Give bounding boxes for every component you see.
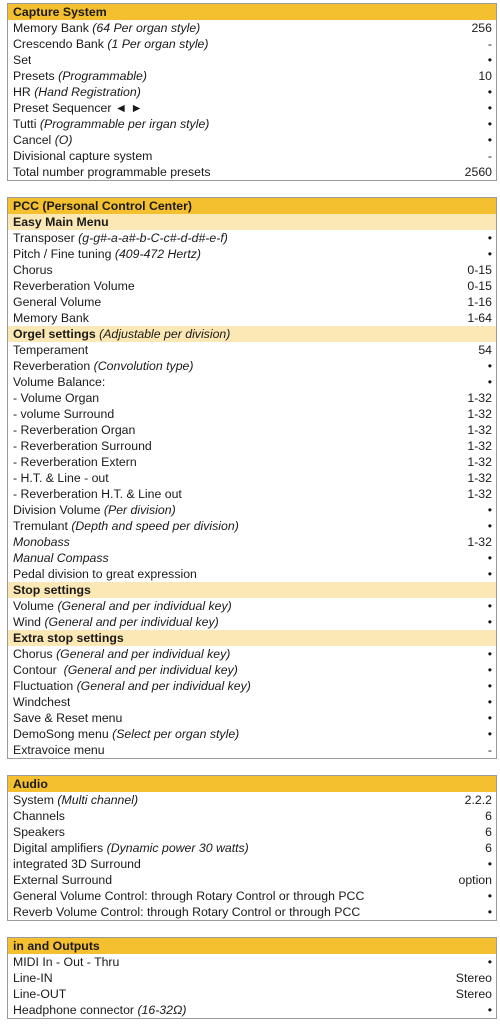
section-header xyxy=(8,938,496,954)
spec-label xyxy=(13,954,119,970)
subsection-title xyxy=(13,214,109,230)
spec-label xyxy=(13,888,364,904)
label-text: Extra stop settings xyxy=(13,631,124,645)
spec-row xyxy=(8,470,496,486)
spec-value: 2.2.2 xyxy=(464,793,492,807)
label-text: - Volume Organ xyxy=(13,391,100,405)
spec-row xyxy=(8,614,496,630)
spec-value: • xyxy=(487,1003,492,1017)
label-note: (Programmable) xyxy=(58,69,147,83)
label-text: Chorus xyxy=(13,647,53,661)
spec-row xyxy=(8,646,496,662)
spec-value: 1-64 xyxy=(467,311,492,325)
spec-label xyxy=(13,792,138,808)
label-note: (1 Per organ style) xyxy=(107,37,209,51)
spec-label xyxy=(13,84,141,100)
spec-label xyxy=(13,230,228,246)
spec-label xyxy=(13,598,232,614)
section-pcc-personal-control-center xyxy=(7,197,497,759)
spec-row xyxy=(8,678,496,694)
section-audio xyxy=(7,775,497,921)
label-text: - Reverberation H.T. & Line out xyxy=(13,487,182,501)
spec-row xyxy=(8,970,496,986)
section-capture-system xyxy=(7,3,497,181)
spec-row xyxy=(8,486,496,502)
label-text: Easy Main Menu xyxy=(13,215,109,229)
spec-label xyxy=(13,856,141,872)
label-note: (64 Per organ style) xyxy=(92,21,201,35)
label-text: - Reverberation Extern xyxy=(13,455,137,469)
spec-value: • xyxy=(487,101,492,115)
spec-value: • xyxy=(487,905,492,919)
spec-value: • xyxy=(487,117,492,131)
section-in-and-outputs xyxy=(7,937,497,1019)
label-text: Line-IN xyxy=(13,971,53,985)
spec-row xyxy=(8,840,496,856)
label-text: integrated 3D Surround xyxy=(13,857,141,871)
spec-label xyxy=(13,726,239,742)
spec-label xyxy=(13,840,249,856)
spec-row xyxy=(8,954,496,970)
spec-value: Stereo xyxy=(455,971,492,985)
spec-value: - xyxy=(487,149,492,163)
label-text: Pitch / Fine tuning xyxy=(13,247,112,261)
section-header xyxy=(8,4,496,20)
label-text: Preset Sequencer ◄ ► xyxy=(13,101,143,115)
spec-label xyxy=(13,1002,186,1018)
label-text: - Reverberation Surround xyxy=(13,439,152,453)
spec-value: 6 xyxy=(485,825,492,839)
spec-label xyxy=(13,614,219,630)
label-text: Reverb Volume Control: through Rotary Control or through PCC xyxy=(13,905,361,919)
spec-value: • xyxy=(487,679,492,693)
label-note: (g-g#-a-a#-b-C-c#-d-d#-e-f) xyxy=(78,231,228,245)
section-title: in and Outputs xyxy=(13,939,100,953)
spec-row xyxy=(8,518,496,534)
spec-label xyxy=(13,550,109,566)
label-text: Pedal division to great expression xyxy=(13,567,197,581)
spec-row xyxy=(8,726,496,742)
spec-row xyxy=(8,438,496,454)
spec-value: 10 xyxy=(478,69,492,83)
spec-row xyxy=(8,310,496,326)
spec-value: • xyxy=(487,711,492,725)
spec-label xyxy=(13,566,197,582)
spec-row xyxy=(8,598,496,614)
spec-value: • xyxy=(487,53,492,67)
label-text: Temperament xyxy=(13,343,89,357)
label-text: Set xyxy=(13,53,32,67)
spec-row xyxy=(8,278,496,294)
spec-row xyxy=(8,342,496,358)
spec-row xyxy=(8,422,496,438)
label-text: General Volume xyxy=(13,295,102,309)
spec-value: • xyxy=(487,889,492,903)
spec-label xyxy=(13,36,209,52)
spec-value: • xyxy=(487,599,492,613)
label-text: HR xyxy=(13,85,31,99)
spec-value: 6 xyxy=(485,809,492,823)
label-text: Presets xyxy=(13,69,55,83)
label-note: (Hand Registration) xyxy=(34,85,141,99)
spec-value: • xyxy=(487,503,492,517)
spec-value: option xyxy=(458,873,492,887)
label-text: General Volume Control: through Rotary Control or through PCC xyxy=(13,889,365,903)
spec-row xyxy=(8,808,496,824)
spec-value: 6 xyxy=(485,841,492,855)
section-header xyxy=(8,776,496,792)
label-text: Volume Balance: xyxy=(13,375,106,389)
spec-label xyxy=(13,390,99,406)
spec-row xyxy=(8,550,496,566)
section-header xyxy=(8,198,496,214)
spec-row xyxy=(8,792,496,808)
spec-label xyxy=(13,824,65,840)
spec-value: • xyxy=(487,519,492,533)
subsection-header xyxy=(8,214,496,230)
spec-label xyxy=(13,278,135,294)
spec-row xyxy=(8,164,496,180)
spec-label xyxy=(13,534,70,550)
label-note: (General and per individual key) xyxy=(57,599,232,613)
label-text: - H.T. & Line - out xyxy=(13,471,109,485)
label-text: Crescendo Bank xyxy=(13,37,104,51)
spec-value: • xyxy=(487,647,492,661)
label-text: System xyxy=(13,793,54,807)
spec-sheet xyxy=(7,3,497,1035)
spec-label xyxy=(13,116,209,132)
spec-label xyxy=(13,486,182,502)
spec-row xyxy=(8,872,496,888)
label-text: Memory Bank xyxy=(13,311,89,325)
label-text: Channels xyxy=(13,809,65,823)
label-text: Stop settings xyxy=(13,583,91,597)
spec-label xyxy=(13,742,105,758)
subsection-title xyxy=(13,326,230,342)
label-text: - Reverberation Organ xyxy=(13,423,136,437)
spec-label xyxy=(13,406,114,422)
spec-label xyxy=(13,646,230,662)
spec-label xyxy=(13,358,193,374)
spec-label xyxy=(13,986,66,1002)
spec-row xyxy=(8,100,496,116)
subsection-title xyxy=(13,630,124,646)
label-text: Line-OUT xyxy=(13,987,67,1001)
label-text: Digital amplifiers xyxy=(13,841,104,855)
spec-value: • xyxy=(487,955,492,969)
section-title: Audio xyxy=(13,777,48,791)
label-text: Fluctuation xyxy=(13,679,74,693)
spec-row xyxy=(8,20,496,36)
spec-row xyxy=(8,116,496,132)
label-note: (General and per individual key) xyxy=(76,679,251,693)
spec-label xyxy=(13,694,70,710)
label-text: External Surround xyxy=(13,873,113,887)
label-text: Orgel settings xyxy=(13,327,96,341)
spec-row xyxy=(8,856,496,872)
label-note: (Adjustable per division) xyxy=(99,327,231,341)
spec-label xyxy=(13,518,239,534)
subsection-title xyxy=(13,582,91,598)
spec-value: Stereo xyxy=(455,987,492,1001)
spec-row xyxy=(8,742,496,758)
label-note: (16-32Ω) xyxy=(137,1003,187,1017)
spec-label xyxy=(13,262,53,278)
spec-value: 1-32 xyxy=(467,455,492,469)
spec-row xyxy=(8,904,496,920)
spec-row xyxy=(8,824,496,840)
label-text: Division Volume xyxy=(13,503,101,517)
label-text: DemoSong menu xyxy=(13,727,109,741)
section-title: PCC (Personal Control Center) xyxy=(13,199,193,213)
spec-label xyxy=(13,872,112,888)
label-text: Manual Compass xyxy=(13,551,109,565)
spec-label xyxy=(13,422,135,438)
label-note: (Convolution type) xyxy=(93,359,194,373)
spec-label xyxy=(13,710,122,726)
label-text: Tutti xyxy=(13,117,37,131)
spec-row xyxy=(8,502,496,518)
label-text: Chorus xyxy=(13,263,53,277)
spec-row xyxy=(8,662,496,678)
label-note: (Depth and speed per division) xyxy=(71,519,239,533)
spec-value: 0-15 xyxy=(467,279,492,293)
subsection-header xyxy=(8,326,496,342)
label-text: Transposer xyxy=(13,231,75,245)
spec-value: 256 xyxy=(471,21,492,35)
spec-value: • xyxy=(487,359,492,373)
label-text: Divisional capture system xyxy=(13,149,153,163)
spec-label xyxy=(13,808,65,824)
label-text: Monobass xyxy=(13,535,70,549)
spec-label xyxy=(13,100,143,116)
label-text: Cancel xyxy=(13,133,52,147)
label-note: (General and per individual key) xyxy=(44,615,219,629)
spec-label xyxy=(13,246,201,262)
label-text: Save & Reset menu xyxy=(13,711,123,725)
spec-value: 1-32 xyxy=(467,439,492,453)
spec-label xyxy=(13,470,109,486)
spec-value: • xyxy=(487,247,492,261)
spec-row xyxy=(8,374,496,390)
label-note: (General and per individual key) xyxy=(63,663,238,677)
section-title: Capture System xyxy=(13,5,107,19)
spec-value: 0-15 xyxy=(467,263,492,277)
label-text: Memory Bank xyxy=(13,21,89,35)
spec-label xyxy=(13,342,88,358)
spec-row xyxy=(8,262,496,278)
spec-value: • xyxy=(487,695,492,709)
label-note: (Per division) xyxy=(103,503,176,517)
spec-row xyxy=(8,246,496,262)
spec-value: 1-32 xyxy=(467,487,492,501)
label-text: Speakers xyxy=(13,825,65,839)
label-text: Total number programmable presets xyxy=(13,165,211,179)
label-text: Reverberation xyxy=(13,359,91,373)
spec-label xyxy=(13,502,176,518)
spec-value: 1-16 xyxy=(467,295,492,309)
label-text: Extravoice menu xyxy=(13,743,105,757)
spec-row xyxy=(8,148,496,164)
spec-label xyxy=(13,52,31,68)
spec-label xyxy=(13,662,238,678)
spec-row xyxy=(8,36,496,52)
spec-row xyxy=(8,1002,496,1018)
subsection-header xyxy=(8,582,496,598)
spec-row xyxy=(8,132,496,148)
spec-value: 2560 xyxy=(464,165,492,179)
spec-label xyxy=(13,132,72,148)
spec-value: • xyxy=(487,727,492,741)
spec-value: - xyxy=(487,743,492,757)
spec-value: - xyxy=(487,37,492,51)
label-text: Tremulant xyxy=(13,519,68,533)
spec-row xyxy=(8,986,496,1002)
spec-row xyxy=(8,694,496,710)
label-text: Headphone connector xyxy=(13,1003,135,1017)
spec-value: • xyxy=(487,85,492,99)
spec-row xyxy=(8,294,496,310)
spec-label xyxy=(13,970,53,986)
spec-row xyxy=(8,230,496,246)
spec-row xyxy=(8,52,496,68)
spec-row xyxy=(8,406,496,422)
label-note: (Dynamic power 30 watts) xyxy=(106,841,249,855)
spec-value: • xyxy=(487,663,492,677)
spec-row xyxy=(8,534,496,550)
spec-label xyxy=(13,164,211,180)
spec-label xyxy=(13,374,105,390)
label-text: Windchest xyxy=(13,695,71,709)
spec-value: 1-32 xyxy=(467,535,492,549)
spec-label xyxy=(13,678,251,694)
spec-value: 1-32 xyxy=(467,471,492,485)
spec-value: 1-32 xyxy=(467,407,492,421)
spec-label xyxy=(13,148,152,164)
subsection-header xyxy=(8,630,496,646)
spec-row xyxy=(8,358,496,374)
spec-value: • xyxy=(487,857,492,871)
spec-value: • xyxy=(487,231,492,245)
spec-row xyxy=(8,454,496,470)
label-note: (Select per organ style) xyxy=(112,727,240,741)
spec-row xyxy=(8,68,496,84)
label-text: MIDI In - Out - Thru xyxy=(13,955,120,969)
spec-row xyxy=(8,84,496,100)
label-note: (Multi channel) xyxy=(57,793,139,807)
label-text: - volume Surround xyxy=(13,407,115,421)
label-note: (Programmable per irgan style) xyxy=(39,117,210,131)
spec-label xyxy=(13,294,101,310)
label-note: (General and per individual key) xyxy=(56,647,231,661)
spec-value: 1-32 xyxy=(467,423,492,437)
spec-label xyxy=(13,454,137,470)
spec-value: • xyxy=(487,133,492,147)
spec-row xyxy=(8,710,496,726)
spec-value: • xyxy=(487,375,492,389)
spec-value: 54 xyxy=(478,343,492,357)
spec-label xyxy=(13,68,147,84)
spec-value: • xyxy=(487,551,492,565)
spec-label xyxy=(13,310,89,326)
spec-label xyxy=(13,904,360,920)
label-text: Volume xyxy=(13,599,55,613)
spec-value: • xyxy=(487,567,492,581)
label-note: (O) xyxy=(54,133,73,147)
label-note: (409-472 Hertz) xyxy=(114,247,201,261)
spec-row xyxy=(8,566,496,582)
label-text: Wind xyxy=(13,615,42,629)
label-text: Reverberation Volume xyxy=(13,279,135,293)
label-text: Contour xyxy=(13,663,61,677)
spec-row xyxy=(8,888,496,904)
spec-label xyxy=(13,438,152,454)
spec-value: • xyxy=(487,615,492,629)
spec-row xyxy=(8,390,496,406)
spec-label xyxy=(13,20,200,36)
spec-value: 1-32 xyxy=(467,391,492,405)
